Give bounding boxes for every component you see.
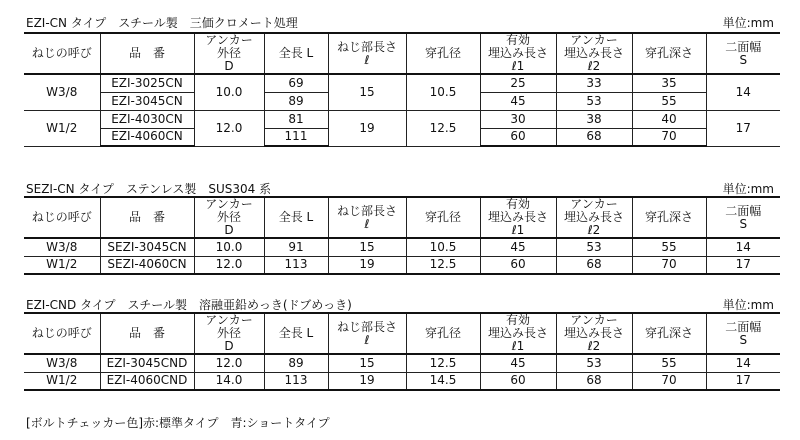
col-part: 品 番 — [100, 313, 194, 354]
col-anchor-dia: アンカー 外径 D — [194, 313, 264, 354]
header-row — [24, 313, 780, 354]
col-hole-depth: 穿孔深さ — [632, 313, 706, 354]
cell-hole-depth: 55 — [632, 92, 706, 110]
cell-part: EZI-4060CN — [100, 128, 194, 146]
cell-thread: W1/2 — [24, 110, 100, 146]
col-hole-dia: 穿孔径 — [406, 313, 480, 354]
col-part: 品 番 — [100, 197, 194, 238]
cell-width-flats: 14 — [706, 238, 780, 256]
cell-part: SEZI-4060CN — [100, 256, 194, 274]
header-row — [24, 33, 780, 74]
cell-width-flats: 14 — [706, 74, 780, 110]
cell-eff-embed: 25 — [480, 74, 556, 92]
table-row — [24, 372, 780, 390]
cell-length: 81 — [264, 110, 328, 128]
cell-anchor-embed: 38 — [556, 110, 632, 128]
cell-hole-dia: 12.5 — [406, 110, 480, 146]
cell-width-flats: 17 — [706, 372, 780, 390]
cell-thread-len: 15 — [328, 238, 406, 256]
cell-hole-dia: 10.5 — [406, 238, 480, 256]
table-row — [24, 256, 780, 274]
cell-thread: W3/8 — [24, 238, 100, 256]
col-hole-depth: 穿孔深さ — [632, 197, 706, 238]
cell-length: 89 — [264, 92, 328, 110]
cell-hole-depth: 55 — [632, 238, 706, 256]
cell-anchor-embed: 53 — [556, 92, 632, 110]
cell-thread-len: 19 — [328, 256, 406, 274]
cell-anchor-dia: 12.0 — [194, 354, 264, 372]
footnote: [ボルトチェッカー色]赤:標準タイプ 青:ショートタイプ — [26, 416, 330, 430]
cell-eff-embed: 45 — [480, 354, 556, 372]
col-eff-embed: 有効 埋込み長さ ℓ1 — [480, 197, 556, 238]
section-1-unit: 単位:mm — [722, 16, 774, 30]
cell-hole-dia: 12.5 — [406, 354, 480, 372]
col-width-flats: 二面幅 S — [706, 197, 780, 238]
col-anchor-dia: アンカー 外径 D — [194, 33, 264, 74]
col-thread: ねじの呼び — [24, 197, 100, 238]
cell-part: EZI-3045CND — [100, 354, 194, 372]
col-eff-embed: 有効 埋込み長さ ℓ1 — [480, 313, 556, 354]
col-anchor-embed: アンカー 埋込み長さ ℓ2 — [556, 197, 632, 238]
col-thread: ねじの呼び — [24, 313, 100, 354]
cell-thread: W1/2 — [24, 256, 100, 274]
cell-anchor-dia: 12.0 — [194, 110, 264, 146]
cell-part: EZI-3025CN — [100, 74, 194, 92]
col-length: 全長 L — [264, 197, 328, 238]
cell-eff-embed: 60 — [480, 256, 556, 274]
cell-length: 111 — [264, 128, 328, 146]
cell-thread-len: 19 — [328, 372, 406, 390]
header-row — [24, 197, 780, 238]
col-length: 全長 L — [264, 313, 328, 354]
cell-length: 113 — [264, 372, 328, 390]
col-anchor-dia: アンカー 外径 D — [194, 197, 264, 238]
cell-eff-embed: 60 — [480, 372, 556, 390]
cell-eff-embed: 45 — [480, 238, 556, 256]
col-thread-len: ねじ部長さ ℓ — [328, 313, 406, 354]
cell-anchor-embed: 68 — [556, 128, 632, 146]
cell-hole-depth: 40 — [632, 110, 706, 128]
col-hole-depth: 穿孔深さ — [632, 33, 706, 74]
cell-eff-embed: 60 — [480, 128, 556, 146]
cell-anchor-embed: 53 — [556, 354, 632, 372]
cell-anchor-dia: 10.0 — [194, 74, 264, 110]
cell-hole-depth: 70 — [632, 256, 706, 274]
spec-table-ezi-cnd — [24, 312, 780, 391]
col-thread: ねじの呼び — [24, 33, 100, 74]
cell-hole-depth: 70 — [632, 372, 706, 390]
col-length: 全長 L — [264, 33, 328, 74]
section-2-title: SEZI-CN タイプ ステンレス製 SUS304 系 — [26, 182, 272, 196]
cell-thread: W3/8 — [24, 354, 100, 372]
col-width-flats: 二面幅 S — [706, 313, 780, 354]
cell-thread-len: 15 — [328, 354, 406, 372]
cell-part: EZI-3045CN — [100, 92, 194, 110]
cell-thread: W1/2 — [24, 372, 100, 390]
col-anchor-embed: アンカー 埋込み長さ ℓ2 — [556, 313, 632, 354]
section-2-unit: 単位:mm — [722, 182, 774, 196]
cell-length: 113 — [264, 256, 328, 274]
cell-hole-depth: 55 — [632, 354, 706, 372]
table-row — [24, 74, 780, 92]
cell-length: 89 — [264, 354, 328, 372]
col-width-flats: 二面幅 S — [706, 33, 780, 74]
cell-width-flats: 14 — [706, 354, 780, 372]
cell-part: EZI-4060CND — [100, 372, 194, 390]
section-3-title: EZI-CND タイプ スチール製 溶融亜鉛めっき(ドブめっき) — [26, 298, 352, 312]
cell-width-flats: 17 — [706, 110, 780, 146]
cell-hole-dia: 12.5 — [406, 256, 480, 274]
cell-length: 91 — [264, 238, 328, 256]
col-hole-dia: 穿孔径 — [406, 33, 480, 74]
cell-part: EZI-4030CN — [100, 110, 194, 128]
table-row — [24, 354, 780, 372]
cell-anchor-embed: 53 — [556, 238, 632, 256]
cell-length: 69 — [264, 74, 328, 92]
cell-thread-len: 19 — [328, 110, 406, 146]
table-row — [24, 110, 780, 128]
cell-hole-dia: 14.5 — [406, 372, 480, 390]
cell-width-flats: 17 — [706, 256, 780, 274]
cell-anchor-embed: 68 — [556, 372, 632, 390]
col-anchor-embed: アンカー 埋込み長さ ℓ2 — [556, 33, 632, 74]
spec-table-ezi-cn — [24, 32, 780, 147]
section-3-unit: 単位:mm — [722, 298, 774, 312]
cell-eff-embed: 30 — [480, 110, 556, 128]
cell-eff-embed: 45 — [480, 92, 556, 110]
cell-anchor-embed: 33 — [556, 74, 632, 92]
cell-anchor-embed: 68 — [556, 256, 632, 274]
cell-hole-depth: 35 — [632, 74, 706, 92]
col-part: 品 番 — [100, 33, 194, 74]
cell-hole-depth: 70 — [632, 128, 706, 146]
col-thread-len: ねじ部長さ ℓ — [328, 197, 406, 238]
cell-anchor-dia: 14.0 — [194, 372, 264, 390]
section-1-title: EZI-CN タイプ スチール製 三価クロメート処理 — [26, 16, 298, 30]
cell-thread-len: 15 — [328, 74, 406, 110]
cell-anchor-dia: 12.0 — [194, 256, 264, 274]
spec-table-sezi-cn — [24, 196, 780, 275]
cell-thread: W3/8 — [24, 74, 100, 110]
cell-part: SEZI-3045CN — [100, 238, 194, 256]
col-eff-embed: 有効 埋込み長さ ℓ1 — [480, 33, 556, 74]
table-row — [24, 238, 780, 256]
col-thread-len: ねじ部長さ ℓ — [328, 33, 406, 74]
cell-anchor-dia: 10.0 — [194, 238, 264, 256]
cell-hole-dia: 10.5 — [406, 74, 480, 110]
col-hole-dia: 穿孔径 — [406, 197, 480, 238]
